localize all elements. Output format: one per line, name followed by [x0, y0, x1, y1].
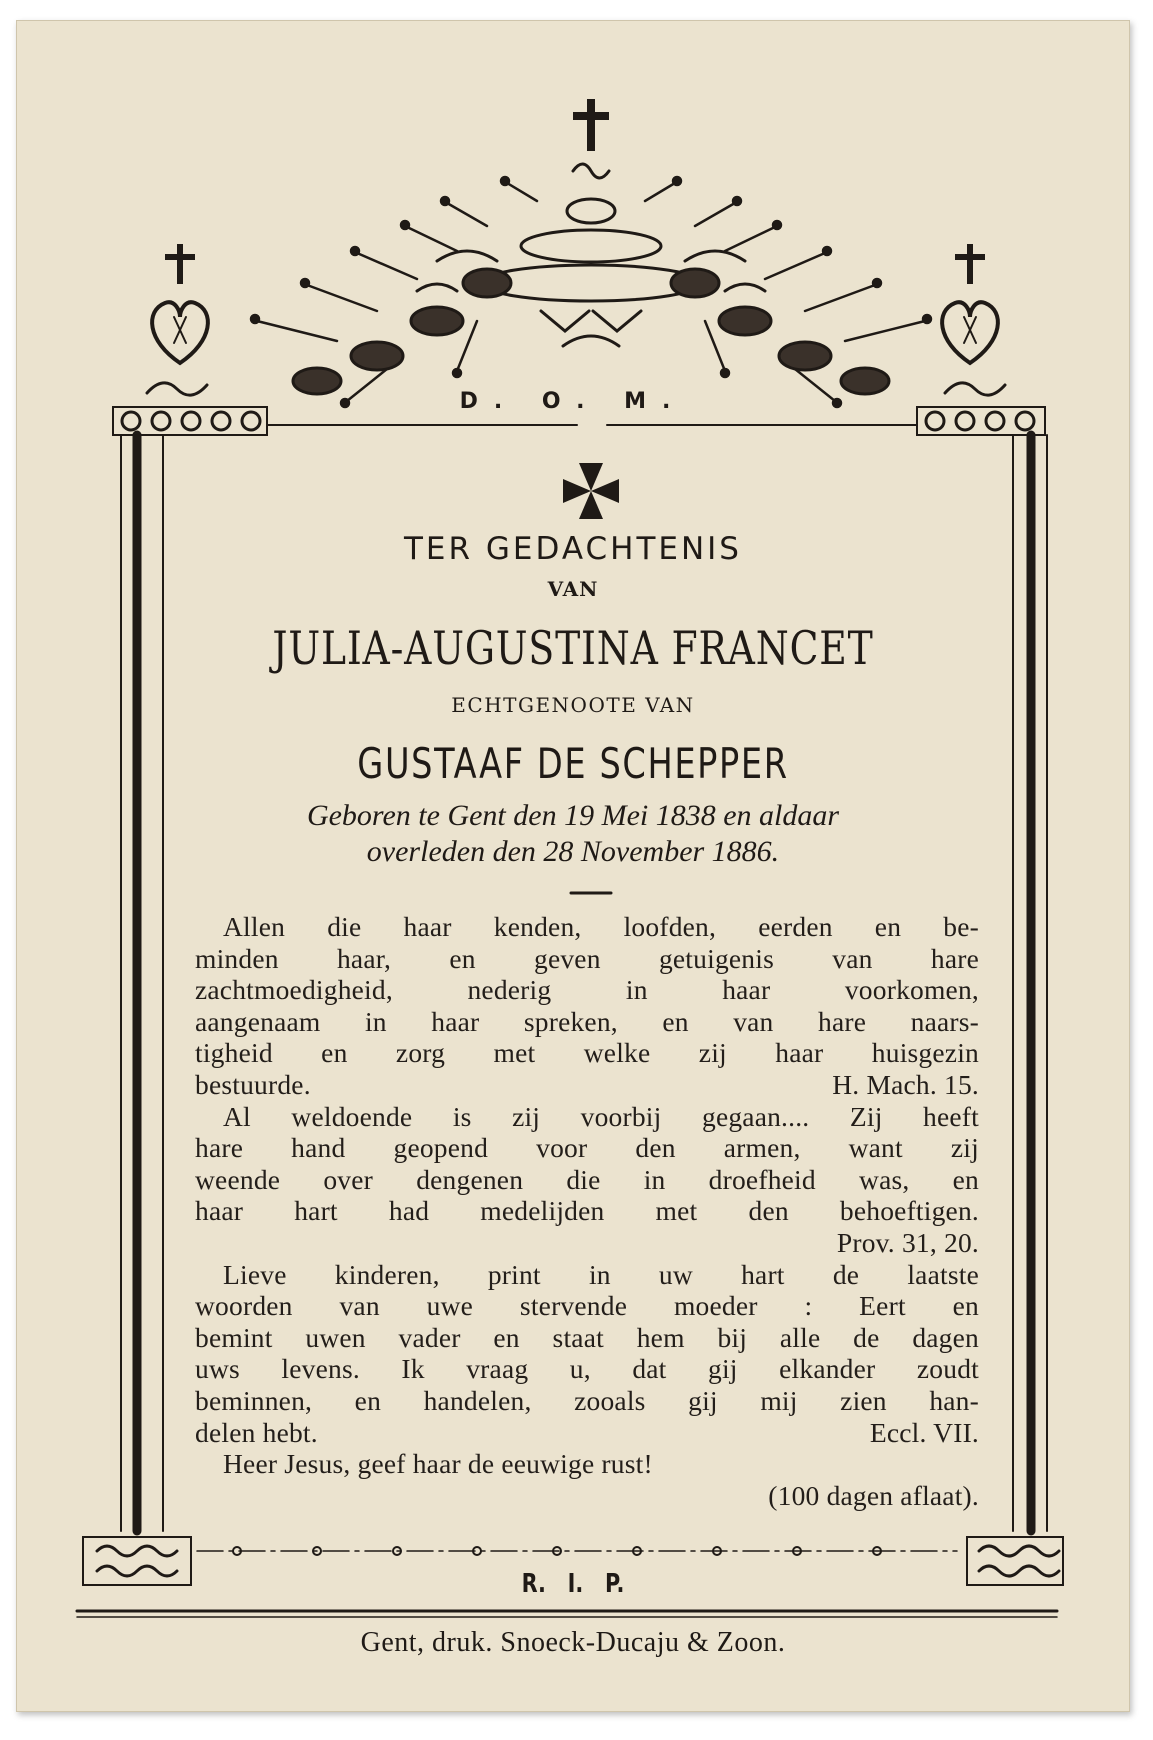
text-line: hare hand geopend voor den armen, want zij [195, 1132, 979, 1164]
birth-death-line-1: Geboren te Gent den 19 Mei 1838 en aldaar [306, 799, 840, 832]
maltese-cross-icon [563, 463, 619, 519]
memorial-card [16, 20, 1130, 1712]
text-line: Al weldoende is zij voorbij gegaan.... Zij heeft [223, 1100, 979, 1132]
scripture-reference: H. Mach. 15. [832, 1068, 979, 1100]
text-line: bemint uwen vader en staat hem bij alle de dagen [195, 1321, 979, 1353]
scripture-reference: Eccl. VII. [869, 1416, 979, 1448]
right-cross-icon [942, 244, 998, 363]
text-line: aangenaam in haar spreken, en van hare naars- [195, 1005, 979, 1037]
page-title: TER GEDACHTENIS [403, 531, 742, 567]
rip-label: R. I. P. [521, 1569, 625, 1599]
text-line: woorden van uwe stervende moeder : Eert en [195, 1290, 979, 1322]
text-line: beminnen, en handelen, zooals gij mij zien han- [195, 1384, 979, 1416]
memorial-text [195, 911, 979, 1511]
indulgence-note: (100 dagen aflaat). [768, 1479, 979, 1511]
text-line: delen hebt. [195, 1416, 318, 1448]
deceased-name: JULIA-AUGUSTINA FRANCET [272, 621, 874, 675]
text-line: bestuurde. [195, 1068, 311, 1100]
text-line: uws levens. Ik vraag u, dat gij elkander zoudt [195, 1353, 979, 1385]
text-line: zachtmoedigheid, nederig in haar voorkomen, [195, 974, 979, 1006]
spouse-name: GUSTAAF DE SCHEPPER [357, 739, 789, 788]
text-line: minden haar, en geven getuigenis van hare [195, 942, 979, 974]
scripture-reference: Prov. 31, 20. [836, 1226, 979, 1258]
relation-label: ECHTGENOOTE VAN [451, 693, 695, 717]
floral-fan-ornament [251, 177, 931, 407]
birth-death-line-2: overleden den 28 November 1886. [366, 835, 780, 868]
dom-monogram: D. O. M. [459, 389, 687, 414]
printer-credit: Gent, druk. Snoeck-Ducaju & Zoon. [360, 1627, 786, 1658]
text-line: tigheid en zorg met welke zij haar huisgezin [195, 1037, 979, 1069]
text-line: Lieve kinderen, print in uw hart de laatste [223, 1258, 979, 1290]
text-line: weende over dengenen die in droefheid was, en [195, 1163, 979, 1195]
leaf-ornament [147, 199, 1005, 395]
top-cross-icon [573, 99, 609, 178]
van-label: VAN [547, 577, 599, 601]
text-line: haar hart had medelijden met den behoeftigen. [195, 1195, 979, 1227]
text-line: Allen die haar kenden, loofden, eerden en be- [223, 911, 979, 942]
left-cross-icon [152, 244, 208, 363]
prayer-line: Heer Jesus, geef haar de eeuwige rust! [223, 1448, 653, 1480]
